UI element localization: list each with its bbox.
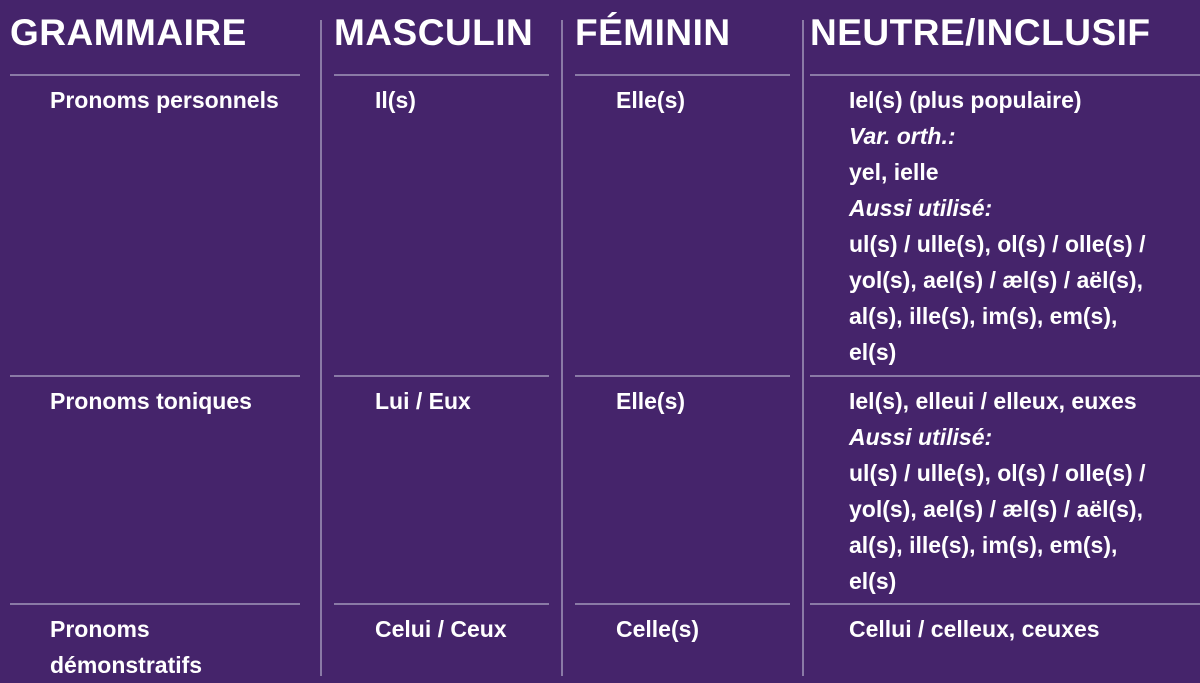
row-rule	[575, 375, 790, 377]
row-demonstratifs-neutre: Cellui / celleux, ceuxes	[849, 616, 1100, 642]
row-personnels-grammaire: Pronoms personnels	[50, 87, 279, 113]
header-rule	[334, 74, 549, 76]
row-demonstratifs-grammaire: Pronoms démonstratifs	[50, 616, 203, 678]
header-neutre-inclusif: NEUTRE/INCLUSIF	[810, 12, 1151, 53]
column-divider	[320, 20, 322, 676]
row-toniques-grammaire: Pronoms toniques	[50, 388, 252, 414]
row-demonstratifs-masculin: Celui / Ceux	[375, 616, 507, 642]
header-feminin: FÉMININ	[575, 12, 731, 53]
header-rule	[575, 74, 790, 76]
row-rule	[10, 603, 300, 605]
row-rule	[334, 375, 549, 377]
row-personnels-masculin: Il(s)	[375, 87, 416, 113]
row-rule	[575, 603, 790, 605]
row-personnels-neutre: Iel(s) (plus populaire) Var. orth.: yel, ielle Aussi utilisé: ul(s) / ulle(s), ol(s) / olle(s) / yol(s), ael(s) / æl(s) / aël(s), al(s), ille(s), im(s), em(s), el(s)	[849, 87, 1146, 365]
row-rule	[334, 603, 549, 605]
row-demonstratifs-feminin: Celle(s)	[616, 616, 700, 642]
row-toniques-neutre: Iel(s), elleui / elleux, euxes Aussi utilisé: ul(s) / ulle(s), ol(s) / olle(s) / yol(s), ael(s) / æl(s) / aël(s), al(s), ille(s), im(s), em(s), el(s)	[849, 388, 1146, 594]
row-personnels-feminin: Elle(s)	[616, 87, 686, 113]
row-toniques-feminin: Elle(s)	[616, 388, 686, 414]
header-grammaire: GRAMMAIRE	[10, 12, 247, 53]
row-rule	[10, 375, 300, 377]
column-divider	[802, 20, 804, 676]
row-rule	[810, 375, 1200, 377]
row-toniques-masculin: Lui / Eux	[375, 388, 471, 414]
header-rule	[10, 74, 300, 76]
header-rule	[810, 74, 1200, 76]
header-masculin: MASCULIN	[334, 12, 534, 53]
column-divider	[561, 20, 563, 676]
row-rule	[810, 603, 1200, 605]
